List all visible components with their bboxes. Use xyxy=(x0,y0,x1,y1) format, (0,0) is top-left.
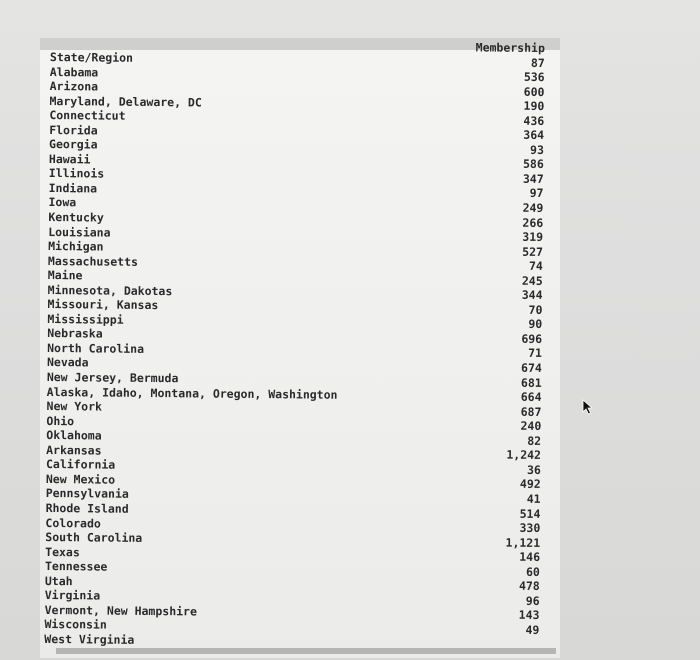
membership-cell: 492 xyxy=(519,477,541,492)
state-cell: Alaska, Idaho, Montana, Oregon, Washington xyxy=(46,384,338,402)
state-cell: Kentucky xyxy=(48,210,104,225)
state-cell: Massachusetts xyxy=(47,253,139,269)
membership-cell: 245 xyxy=(521,273,543,288)
state-cell: Nebraska xyxy=(47,326,103,341)
membership-cell: 70 xyxy=(528,302,543,317)
state-cell: Maine xyxy=(47,268,83,283)
state-cell: South Carolina xyxy=(45,530,143,545)
membership-cell: 664 xyxy=(520,389,542,405)
membership-cell: 96 xyxy=(525,593,540,608)
membership-cell: 330 xyxy=(519,520,541,536)
membership-cell: 87 xyxy=(530,55,545,70)
membership-cell: 674 xyxy=(521,360,542,376)
state-cell: West Virginia xyxy=(44,631,135,647)
state-region-column xyxy=(44,50,450,650)
membership-cell: 249 xyxy=(522,200,544,216)
membership-cell: 586 xyxy=(522,157,544,172)
state-cell: Arizona xyxy=(49,79,99,94)
membership-cell: 344 xyxy=(521,288,543,303)
membership-cell: 90 xyxy=(528,317,543,332)
state-cell: Illinois xyxy=(48,166,105,181)
state-cell: Alabama xyxy=(49,64,99,80)
state-cell: Ohio xyxy=(46,413,75,428)
membership-cell: 71 xyxy=(528,346,543,361)
membership-cell: 97 xyxy=(529,186,544,201)
membership-cell: 146 xyxy=(519,549,541,565)
membership-cell: 1,121 xyxy=(505,535,541,550)
state-cell: North Carolina xyxy=(47,340,145,356)
table-bottom-rule xyxy=(56,648,556,654)
state-cell: Oklahoma xyxy=(46,428,102,443)
state-cell: Vermont, New Hampshire xyxy=(44,602,198,619)
state-cell: Pennsylvania xyxy=(45,486,129,502)
membership-cell: 527 xyxy=(522,244,544,259)
membership-cell: 60 xyxy=(525,564,540,579)
state-cell: Hawaii xyxy=(48,151,91,167)
membership-cell: 536 xyxy=(523,69,545,85)
state-cell: Virginia xyxy=(44,588,101,603)
state-cell: Wisconsin xyxy=(44,617,107,632)
state-cell: Georgia xyxy=(49,137,98,152)
membership-cell: 240 xyxy=(520,419,542,434)
state-cell: Texas xyxy=(45,544,80,559)
membership-cell: 681 xyxy=(520,375,542,390)
membership-cell: 41 xyxy=(526,491,541,506)
membership-cell: 687 xyxy=(520,404,542,419)
membership-cell: 49 xyxy=(525,622,540,637)
state-cell: Nevada xyxy=(46,355,89,370)
membership-cell: 436 xyxy=(523,113,545,128)
state-cell: Indiana xyxy=(48,180,98,196)
state-cell: Florida xyxy=(49,122,98,138)
membership-cell: 74 xyxy=(528,259,543,274)
membership-header: Membership xyxy=(475,40,545,56)
membership-cell: 190 xyxy=(523,98,545,114)
membership-column xyxy=(434,40,545,637)
state-cell: New Mexico xyxy=(45,471,116,487)
state-cell: Mississippi xyxy=(47,311,124,327)
membership-cell: 696 xyxy=(521,331,543,346)
membership-cell: 36 xyxy=(526,462,541,477)
state-cell: Connecticut xyxy=(49,108,126,123)
state-cell: Iowa xyxy=(48,195,77,210)
state-region-header: State/Region xyxy=(49,50,134,65)
state-cell: Louisiana xyxy=(48,224,111,240)
membership-cell: 82 xyxy=(527,433,542,448)
membership-cell: 93 xyxy=(530,142,545,157)
state-cell: Minnesota, Dakotas xyxy=(47,282,173,298)
membership-cell: 364 xyxy=(523,128,545,143)
membership-cell: 319 xyxy=(522,229,544,245)
state-cell: New Jersey, Bermuda xyxy=(46,370,179,386)
state-cell: Utah xyxy=(44,573,73,588)
membership-cell: 1,242 xyxy=(506,447,542,463)
membership-cell: 347 xyxy=(522,171,544,186)
membership-cell: 514 xyxy=(519,506,541,521)
membership-cell: 143 xyxy=(518,608,540,623)
state-cell: New York xyxy=(46,399,103,414)
state-cell: Michigan xyxy=(48,239,104,254)
state-cell: Rhode Island xyxy=(45,500,129,516)
state-cell: Maryland, Delaware, DC xyxy=(49,93,202,110)
state-cell: Colorado xyxy=(45,515,101,531)
state-cell: Tennessee xyxy=(44,559,108,574)
state-cell: California xyxy=(45,457,116,472)
state-cell: Missouri, Kansas xyxy=(47,297,159,313)
membership-cell: 600 xyxy=(523,84,545,99)
state-cell: Arkansas xyxy=(46,442,102,458)
membership-cell: 266 xyxy=(522,215,544,230)
membership-cell: 478 xyxy=(518,579,540,594)
